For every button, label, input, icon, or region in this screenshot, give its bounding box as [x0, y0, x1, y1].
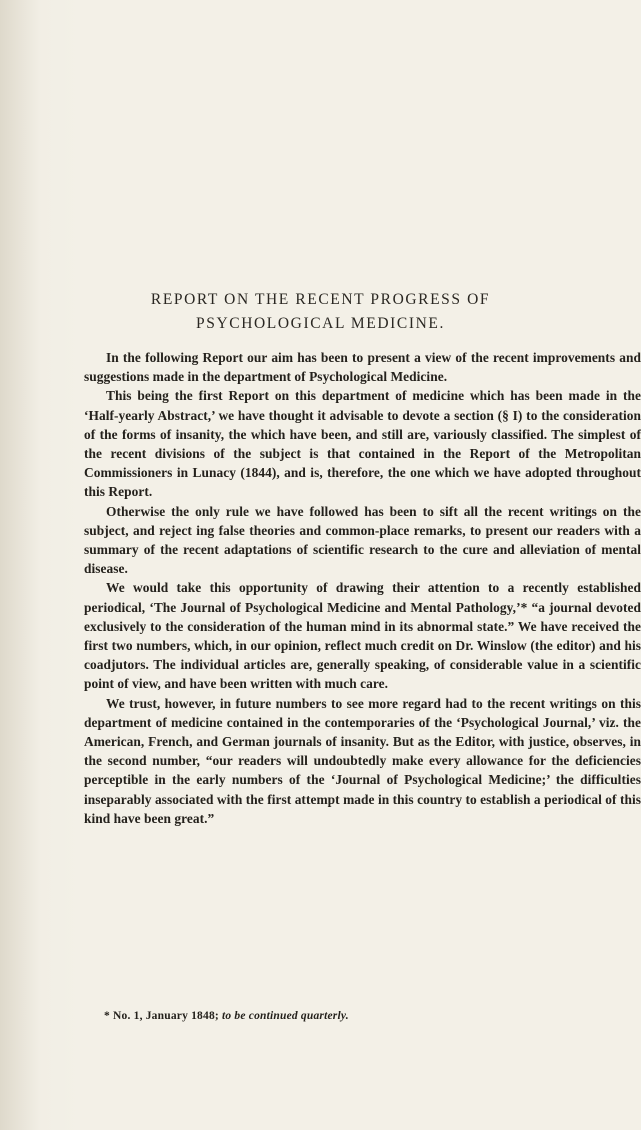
paragraph-2: This being the first Report on this department of medicine which has been made in the ‘Half-yearly Abstract,’ we have thought it advisable to devote a section (§ I) to the consideration of the forms of insanity, the which have been, and still are, variously classified. The simplest of the recent divisions of the subject is that contained in the Report of the Metropolitan Commissioners in Lunacy (1844), and is, therefore, the one which we have adopted throughout this Report. — [84, 388, 641, 500]
report-body — [84, 348, 641, 828]
footnote-italic: to be continued quarterly. — [222, 1010, 349, 1022]
paragraph-4: We would take this opportunity of drawing their attention to a recently established periodical, ‘The Journal of Psychological Medicine and Mental Pathology,’* “a journal devoted exclusively to the consideration of the human mind in its abnormal state.” We have received the first two numbers, which, in our opinion, reflect much credit on Dr. Winslow (the editor) and his coadjutors. The individual articles are, generally speaking, of considerable value in a scientific point of view, and have been written with much care. — [84, 580, 641, 692]
paragraph-5: We trust, however, in future numbers to see more regard had to the recent writings on this department of medicine contained in the contemporaries of the ‘Psychological Journal,’ viz. the American, French, and German journals of insanity. But as the Editor, with justice, observes, in the second number, “our readers will undoubtedly make every allowance for the deficiencies perceptible in the early numbers of the ‘Journal of Psychological Medicine;’ the difficulties inseparably associated with the first attempt made in this country to establish a periodical of this kind have been great.” — [84, 695, 641, 826]
report-title-line-2: PSYCHOLOGICAL MEDICINE. — [196, 315, 445, 332]
paragraph-3: Otherwise the only rule we have followed has been to sift all the recent writings on the subject, and reject ing false theories and common-place remarks, to present our readers with a summary of the recent adaptations of scientific research to the cure and alleviation of mental disease. — [84, 503, 641, 577]
report-title-line-1: REPORT ON THE RECENT PROGRESS OF — [150, 291, 491, 308]
footnote-main: * No. 1, January 1848; — [104, 1010, 219, 1022]
report-title — [0, 288, 641, 336]
paragraph-1: In the following Report our aim has been to present a view of the recent improvements and suggestions made in the department of Psychological Medicine. — [84, 350, 641, 385]
footnote — [104, 1010, 349, 1022]
